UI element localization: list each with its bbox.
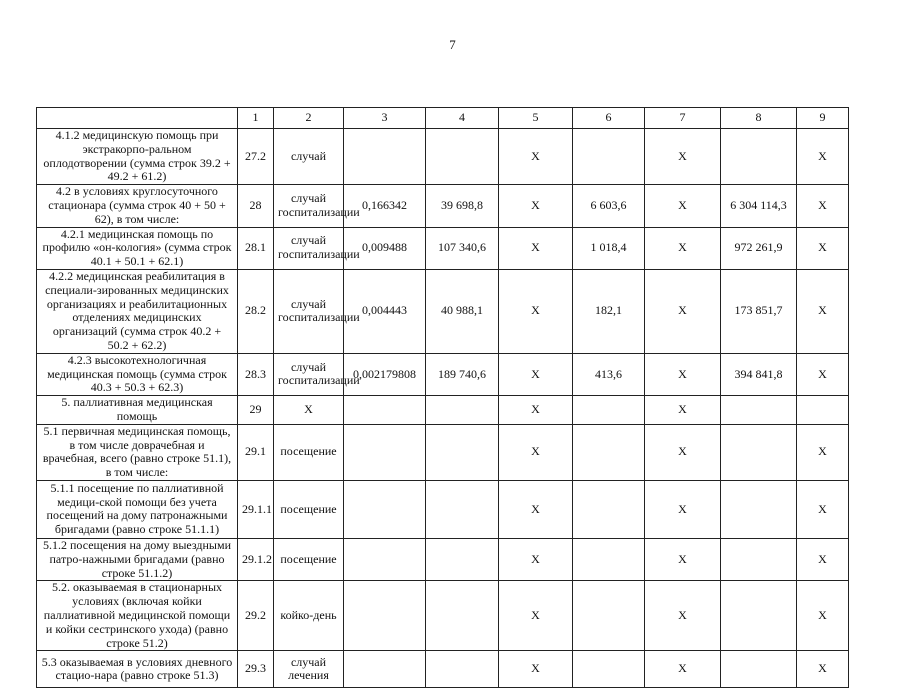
cell-col4: 40 988,1 — [426, 269, 499, 353]
cell-col8 — [721, 480, 797, 538]
row-code: 28.1 — [238, 227, 274, 269]
cell-col6 — [573, 581, 645, 651]
cell-col5: X — [499, 269, 573, 353]
cell-col8: 394 841,8 — [721, 353, 797, 395]
row-unit: случай госпитализации — [274, 227, 344, 269]
header-cell: 4 — [426, 108, 499, 129]
cell-col7: X — [645, 269, 721, 353]
cell-col6 — [573, 129, 645, 185]
row-code: 29.3 — [238, 651, 274, 688]
cell-col7: X — [645, 185, 721, 227]
cell-col3 — [344, 538, 426, 580]
cell-col5: X — [499, 227, 573, 269]
cell-col7: X — [645, 353, 721, 395]
row-code: 29.1.1 — [238, 480, 274, 538]
cell-col9: X — [797, 227, 849, 269]
cell-col7: X — [645, 651, 721, 688]
row-code: 29.1 — [238, 424, 274, 480]
cell-col6 — [573, 424, 645, 480]
cell-col9: X — [797, 269, 849, 353]
data-table — [36, 107, 849, 688]
cell-col8 — [721, 581, 797, 651]
cell-col9: X — [797, 424, 849, 480]
header-cell: 9 — [797, 108, 849, 129]
row-description: 4.2.1 медицинская помощь по профилю «он-кология» (сумма строк 40.1 + 50.1 + 62.1) — [37, 227, 238, 269]
header-cell — [37, 108, 238, 129]
header-row — [37, 108, 849, 129]
cell-col7: X — [645, 538, 721, 580]
cell-col5: X — [499, 353, 573, 395]
cell-col6: 182,1 — [573, 269, 645, 353]
cell-col5: X — [499, 129, 573, 185]
table-row — [37, 269, 849, 353]
cell-col4 — [426, 424, 499, 480]
cell-col3: 0,002179808 — [344, 353, 426, 395]
cell-col6: 6 603,6 — [573, 185, 645, 227]
cell-col4 — [426, 480, 499, 538]
cell-col6: 1 018,4 — [573, 227, 645, 269]
cell-col4 — [426, 538, 499, 580]
cell-col5: X — [499, 480, 573, 538]
page-number: 7 — [449, 37, 456, 52]
table-row — [37, 538, 849, 580]
cell-col8: 6 304 114,3 — [721, 185, 797, 227]
header-cell: 2 — [274, 108, 344, 129]
cell-col6 — [573, 396, 645, 425]
cell-col4: 107 340,6 — [426, 227, 499, 269]
cell-col7: X — [645, 396, 721, 425]
cell-col8 — [721, 129, 797, 185]
header-cell: 5 — [499, 108, 573, 129]
table-row — [37, 185, 849, 227]
row-description: 5.1 первичная медицинская помощь, в том числе доврачебная и врачебная, всего (равно строке 51.1), в том числе: — [37, 424, 238, 480]
cell-col8 — [721, 538, 797, 580]
header-cell: 7 — [645, 108, 721, 129]
row-code: 29 — [238, 396, 274, 425]
row-unit: случай лечения — [274, 651, 344, 688]
cell-col9: X — [797, 185, 849, 227]
cell-col4 — [426, 396, 499, 425]
table-row — [37, 581, 849, 651]
row-description: 4.2.2 медицинская реабилитация в специали-зированных медицинских организациях и реабилитационных отделениях медицинских организаций (сумма строк 40.2 + 50.2 + 62.2) — [37, 269, 238, 353]
cell-col9: X — [797, 651, 849, 688]
cell-col4 — [426, 581, 499, 651]
table-row — [37, 353, 849, 395]
cell-col3 — [344, 424, 426, 480]
cell-col7: X — [645, 129, 721, 185]
cell-col9: X — [797, 129, 849, 185]
cell-col3 — [344, 480, 426, 538]
row-description: 5.1.1 посещение по паллиативной медици-ской помощи без учета посещений на дому патронажными бригадами (равно строке 51.1.1) — [37, 480, 238, 538]
row-description: 5.1.2 посещения на дому выездными патро-нажными бригадами (равно строке 51.1.2) — [37, 538, 238, 580]
cell-col3 — [344, 396, 426, 425]
row-code: 29.1.2 — [238, 538, 274, 580]
cell-col7: X — [645, 424, 721, 480]
row-description: 4.1.2 медицинскую помощь при экстракорпо-ральном оплодотворении (сумма строк 39.2 + 49.2 + 61.2) — [37, 129, 238, 185]
cell-col9: X — [797, 480, 849, 538]
cell-col7: X — [645, 480, 721, 538]
row-code: 29.2 — [238, 581, 274, 651]
row-unit: койко-день — [274, 581, 344, 651]
cell-col3 — [344, 651, 426, 688]
cell-col6: 413,6 — [573, 353, 645, 395]
row-unit: посещение — [274, 480, 344, 538]
cell-col3: 0,166342 — [344, 185, 426, 227]
cell-col5: X — [499, 185, 573, 227]
cell-col9: X — [797, 353, 849, 395]
table-row — [37, 129, 849, 185]
cell-col6 — [573, 538, 645, 580]
table-row — [37, 651, 849, 688]
cell-col6 — [573, 480, 645, 538]
row-unit: случай госпитализации — [274, 185, 344, 227]
row-description: 5.3 оказываемая в условиях дневного стацио-нара (равно строке 51.3) — [37, 651, 238, 688]
cell-col3: 0,009488 — [344, 227, 426, 269]
cell-col5: X — [499, 424, 573, 480]
cell-col3: 0,004443 — [344, 269, 426, 353]
cell-col3 — [344, 129, 426, 185]
cell-col4 — [426, 129, 499, 185]
cell-col4 — [426, 651, 499, 688]
cell-col3 — [344, 581, 426, 651]
row-unit: X — [274, 396, 344, 425]
cell-col8: 972 261,9 — [721, 227, 797, 269]
row-description: 4.2.3 высокотехнологичная медицинская помощь (сумма строк 40.3 + 50.3 + 62.3) — [37, 353, 238, 395]
row-unit: посещение — [274, 424, 344, 480]
cell-col4: 39 698,8 — [426, 185, 499, 227]
row-code: 28.2 — [238, 269, 274, 353]
table-row — [37, 396, 849, 425]
row-description: 4.2 в условиях круглосуточного стационара (сумма строк 40 + 50 + 62), в том числе: — [37, 185, 238, 227]
cell-col4: 189 740,6 — [426, 353, 499, 395]
row-description: 5.2. оказываемая в стационарных условиях (включая койки паллиативной медицинской помощи и койки сестринского ухода) (равно строке 51.2) — [37, 581, 238, 651]
cell-col8: 173 851,7 — [721, 269, 797, 353]
row-unit: случай — [274, 129, 344, 185]
cell-col6 — [573, 651, 645, 688]
cell-col9 — [797, 396, 849, 425]
row-code: 28.3 — [238, 353, 274, 395]
row-unit: посещение — [274, 538, 344, 580]
cell-col7: X — [645, 581, 721, 651]
row-description: 5. паллиативная медицинская помощь — [37, 396, 238, 425]
header-cell: 3 — [344, 108, 426, 129]
table-row — [37, 424, 849, 480]
row-unit: случай госпитализации — [274, 353, 344, 395]
cell-col5: X — [499, 538, 573, 580]
table-row — [37, 480, 849, 538]
header-cell: 8 — [721, 108, 797, 129]
cell-col8 — [721, 424, 797, 480]
cell-col7: X — [645, 227, 721, 269]
cell-col8 — [721, 396, 797, 425]
table-row — [37, 227, 849, 269]
header-cell: 1 — [238, 108, 274, 129]
cell-col5: X — [499, 581, 573, 651]
row-code: 28 — [238, 185, 274, 227]
cell-col9: X — [797, 538, 849, 580]
row-code: 27.2 — [238, 129, 274, 185]
cell-col9: X — [797, 581, 849, 651]
cell-col8 — [721, 651, 797, 688]
cell-col5: X — [499, 651, 573, 688]
header-cell: 6 — [573, 108, 645, 129]
row-unit: случай госпитализации — [274, 269, 344, 353]
cell-col5: X — [499, 396, 573, 425]
